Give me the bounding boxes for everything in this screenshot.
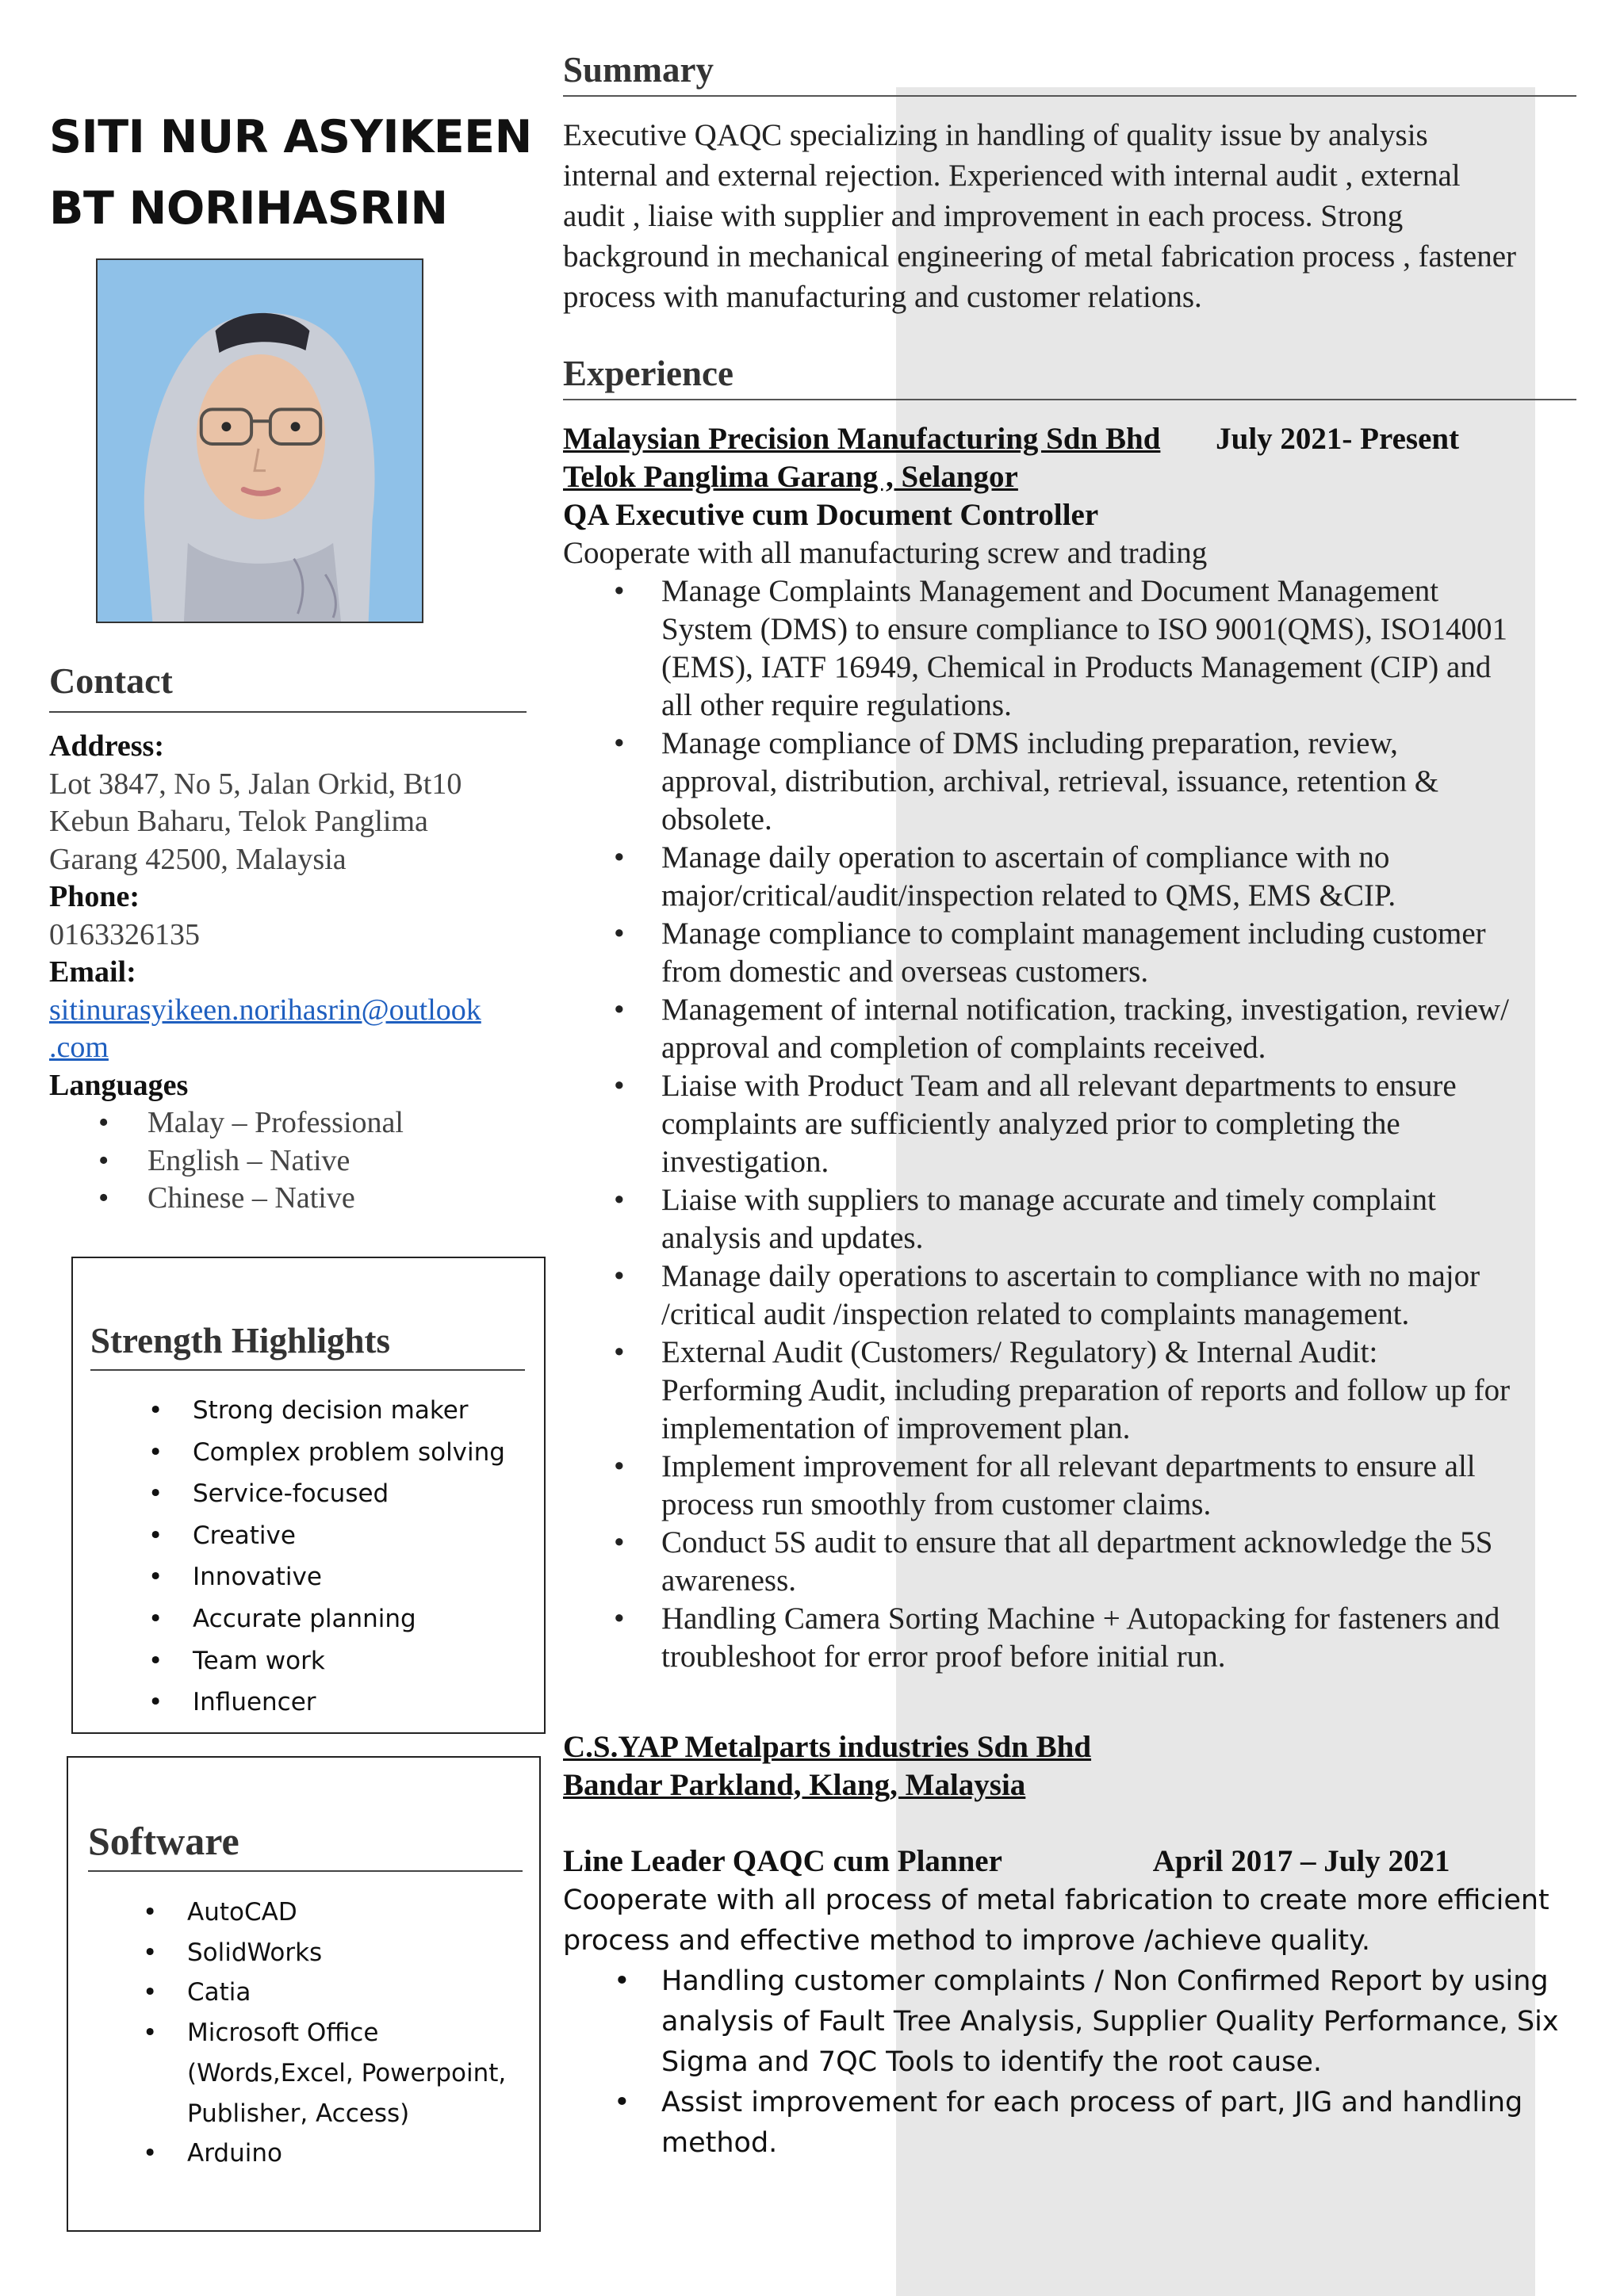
strength-item: • Creative [193, 1515, 534, 1557]
responsibility-line: • Liaise with Product Team and all relevant departments to ensure [661, 1069, 1457, 1103]
responsibility-line: • Manage compliance to complaint management including customer [661, 916, 1486, 951]
summary-line: background in mechanical engineering of metal fabrication process , fastener [563, 239, 1516, 274]
contact-heading: Contact [49, 660, 527, 713]
responsibility-line: obsolete. [661, 802, 772, 836]
responsibility-line: • Assist improvement for each process of part, JIG and handling [661, 2087, 1523, 2118]
job-2-intro-line: process and effective method to improve /achieve quality. [563, 1925, 1370, 1957]
job-2-header-row [563, 1843, 1576, 1881]
strength-item: • Accurate planning [193, 1598, 534, 1640]
responsibility-item [661, 839, 1576, 915]
name-line-2: BT NORIHASRIN [49, 182, 448, 235]
strength-list [193, 1390, 534, 1724]
language-item: • Malay – Professional [147, 1104, 533, 1142]
responsibility-line: analysis of Fault Tree Analysis, Supplier Quality Performance, Six [661, 2006, 1559, 2038]
responsibility-line: (EMS), IATF 16949, Chemical in Products Management (CIP) and [661, 650, 1492, 684]
responsibility-line: all other require regulations. [661, 688, 1012, 722]
responsibility-line: • Management of internal notification, tracking, investigation, review/ [661, 993, 1509, 1027]
summary-text [563, 115, 1576, 317]
responsibility-item [661, 572, 1576, 725]
responsibility-line: method. [661, 2127, 778, 2159]
responsibility-item [661, 1257, 1576, 1334]
responsibility-item [661, 2083, 1576, 2164]
strength-item: • Influencer [193, 1682, 534, 1724]
responsibility-line: implementation of improvement plan. [661, 1411, 1131, 1445]
email-label: Email: [49, 955, 136, 989]
candidate-name [49, 101, 532, 244]
job-1-company: Malaysian Precision Manufacturing Sdn Bhd [563, 422, 1161, 456]
responsibility-item [661, 725, 1576, 839]
software-item-line: Publisher, Access) [187, 2099, 410, 2128]
experience-heading: Experience [563, 353, 1576, 400]
responsibility-line: complaints are sufficiently analyzed prior to completing the [661, 1107, 1400, 1141]
responsibility-item [661, 991, 1576, 1067]
responsibility-line: analysis and updates. [661, 1221, 924, 1255]
responsibility-item [661, 915, 1576, 991]
software-item: • AutoCAD [187, 1892, 528, 1933]
job-1-header-row [563, 420, 1576, 458]
responsibility-line: major/critical/audit/inspection related to QMS, EMS &CIP. [661, 878, 1396, 913]
responsibility-line: approval and completion of complaints received. [661, 1031, 1266, 1065]
job-1-responsibilities [563, 572, 1576, 1676]
address-line: Lot 3847, No 5, Jalan Orkid, Bt10 [49, 767, 462, 801]
job-2-company: C.S.YAP Metalparts industries Sdn Bhd [563, 1730, 1092, 1764]
phone-value: 0163326135 [49, 917, 200, 951]
responsibility-item [661, 1181, 1576, 1257]
job-2-intro [563, 1881, 1576, 1961]
job-1-intro: Cooperate with all manufacturing screw and trading [563, 536, 1208, 570]
software-item: • Catia [187, 1973, 528, 2013]
responsibility-item [661, 1334, 1576, 1448]
software-item: • Arduino [187, 2133, 528, 2174]
languages-label: Languages [49, 1068, 189, 1102]
email-line[interactable]: sitinurasyikeen.norihasrin@outlook [49, 993, 481, 1027]
software-item [187, 2013, 528, 2133]
language-item: • Chinese – Native [147, 1180, 533, 1218]
responsibility-item [661, 1961, 1576, 2083]
job-2-responsibilities [563, 1961, 1576, 2164]
job-entry-2 [563, 1728, 1576, 2164]
summary-line: internal and external rejection. Experienced with internal audit , external [563, 159, 1461, 193]
contact-details [49, 728, 533, 1218]
responsibility-line: troubleshoot for error proof before initial run. [661, 1640, 1226, 1674]
profile-photo-illustration [98, 260, 422, 622]
email-link[interactable] [49, 992, 533, 1067]
address-label: Address: [49, 729, 164, 763]
responsibility-line: • Conduct 5S audit to ensure that all department acknowledge the 5S [661, 1525, 1493, 1559]
profile-photo [96, 258, 423, 623]
responsibility-item [661, 1448, 1576, 1524]
name-line-1: SITI NUR ASYIKEEN [49, 111, 532, 163]
summary-line: audit , liaise with supplier and improvement in each process. Strong [563, 199, 1404, 233]
strength-highlights-box [71, 1257, 546, 1734]
job-1-dates: July 2021- Present [1216, 422, 1460, 456]
responsibility-line: • Manage compliance of DMS including preparation, review, [661, 726, 1398, 760]
summary-line: process with manufacturing and customer relations. [563, 280, 1202, 314]
responsibility-line: approval, distribution, archival, retrieval, issuance, retention & [661, 764, 1439, 798]
responsibility-line: • Manage daily operation to ascertain of compliance with no [661, 840, 1390, 874]
responsibility-item [661, 1067, 1576, 1181]
job-1-location: Telok Panglima Garang , Selangor [563, 460, 1018, 494]
address-line: Kebun Baharu, Telok Panglima [49, 805, 428, 838]
responsibility-line: • Manage Complaints Management and Document Management [661, 574, 1439, 608]
software-list [187, 1892, 528, 2174]
software-item-line: • Microsoft Office [187, 2019, 379, 2048]
responsibility-line: awareness. [661, 1563, 796, 1598]
job-2-title: Line Leader QAQC cum Planner [563, 1844, 1002, 1878]
address-line: Garang 42500, Malaysia [49, 842, 347, 876]
languages-list [49, 1104, 533, 1218]
strength-item: • Team work [193, 1640, 534, 1682]
strength-item: • Service-focused [193, 1473, 534, 1515]
software-box [67, 1756, 541, 2232]
software-heading: Software [88, 1818, 523, 1872]
responsibility-line: • Handling Camera Sorting Machine + Autopacking for fasteners and [661, 1601, 1500, 1636]
responsibility-line: /critical audit /inspection related to complaints management. [661, 1297, 1410, 1331]
phone-label: Phone: [49, 880, 140, 913]
responsibility-line: • Liaise with suppliers to manage accurate and timely complaint [661, 1183, 1436, 1217]
responsibility-line: process run smoothly from customer claims. [661, 1487, 1212, 1521]
software-item: • SolidWorks [187, 1933, 528, 1973]
responsibility-line: • Handling customer complaints / Non Confirmed Report by using [661, 1965, 1549, 1997]
job-2-intro-line: Cooperate with all process of metal fabrication to create more efficient [563, 1885, 1549, 1916]
responsibility-line: investigation. [661, 1145, 829, 1179]
software-item-line: (Words,Excel, Powerpoint, [187, 2058, 507, 2087]
job-1-title: QA Executive cum Document Controller [563, 498, 1099, 532]
responsibility-item [661, 1524, 1576, 1600]
summary-heading: Summary [563, 49, 1576, 97]
responsibility-line: • Manage daily operations to ascertain to compliance with no major [661, 1259, 1480, 1293]
language-item: • English – Native [147, 1142, 533, 1181]
email-line[interactable]: .com [49, 1031, 109, 1064]
job-2-dates: April 2017 – July 2021 [1152, 1844, 1450, 1878]
job-2-location: Bandar Parkland, Klang, Malaysia [563, 1768, 1026, 1802]
strength-item: • Innovative [193, 1556, 534, 1598]
responsibility-line: from domestic and overseas customers. [661, 955, 1149, 989]
summary-line: Executive QAQC specializing in handling of quality issue by analysis [563, 118, 1428, 152]
responsibility-line: • External Audit (Customers/ Regulatory) & Internal Audit: [661, 1335, 1378, 1369]
job-entry-1 [563, 420, 1576, 1676]
responsibility-line: System (DMS) to ensure compliance to ISO 9001(QMS), ISO14001 [661, 612, 1507, 646]
strength-highlights-heading: Strength Highlights [90, 1320, 525, 1371]
responsibility-line: Sigma and 7QC Tools to identify the root cause. [661, 2046, 1323, 2078]
responsibility-line: • Implement improvement for all relevant departments to ensure all [661, 1449, 1476, 1483]
strength-item: • Strong decision maker [193, 1390, 534, 1432]
responsibility-line: Performing Audit, including preparation of reports and follow up for [661, 1373, 1511, 1407]
responsibility-item [661, 1600, 1576, 1676]
strength-item: • Complex problem solving [193, 1432, 534, 1474]
